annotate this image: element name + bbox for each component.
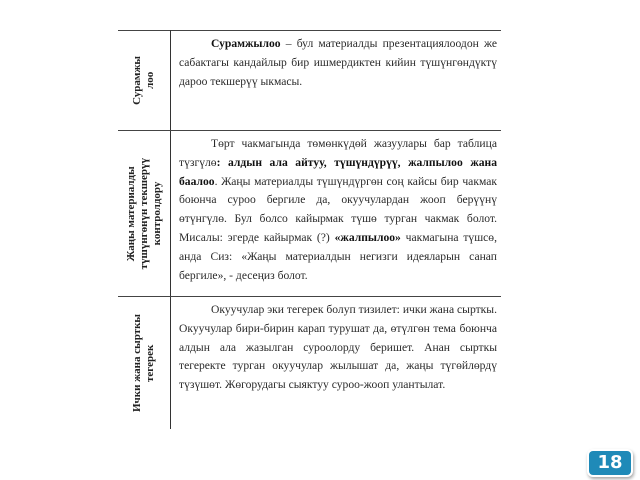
row-label-cell (118, 131, 171, 297)
page-number-badge: 18 (589, 451, 631, 475)
row-label-cell (118, 31, 171, 131)
bold-term: Сурамжылоо (211, 37, 281, 50)
row-label: Жаңы материалды түшүнгөнүн текшерүү контролдору (124, 157, 163, 270)
row-description (171, 131, 502, 297)
table-row (118, 131, 501, 297)
description-text: . Жаңы материалды түшүндүргөн соң кайсы бир чакмак боюнча суроо бергиле да, окуучулардан жооп берүүнү өтүнгүлө. Бул болсо кайырмак түшө турган чакмак болот. Мисалы: эгерде кайырмак (?) (179, 174, 497, 244)
bold-term: : алдын ала айтуу, түшүндүрүү, жалпылоо жана баалоо (179, 155, 497, 188)
description-text: – бул материалды презентациялоодон же сабактагы кандайлыр бир ишмердиктен кийин түшүнгөндүктү дароо текшерүү ыкмасы. (179, 37, 497, 88)
row-label: Ички жана сырткы тегерек (131, 313, 156, 412)
table-row (118, 31, 501, 131)
row-label-cell (118, 297, 171, 429)
table-row (118, 297, 501, 429)
methods-table (118, 30, 501, 429)
bold-term: «жалпылоо» (334, 230, 401, 244)
description-text: Төрт чакмагында төмөнкүдөй жазуулары бар таблица түзгүлө (179, 137, 497, 169)
description-text: чакмагына түшсө, анда Сиз: «Жаңы материалдын негизги идеяларын санап бергиле», - десеңиз болот. (179, 230, 497, 282)
row-label: Сурамжы лоо (131, 56, 156, 105)
row-description (171, 31, 502, 131)
row-description: Окуучулар эки тегерек болуп тизилет: ички жана сырткы. Окуучулар бири-бирин карап турушат да, өтүлгөн тема боюнча алдын ала жазылган суроолорду беришет. Анан сырткы тегеректе турган окуучулар жылышат да, жаңы түгөйлөрдү түзүшөт. Жөгорудагы сыяктуу суроо-жооп улантылат. (171, 297, 502, 429)
